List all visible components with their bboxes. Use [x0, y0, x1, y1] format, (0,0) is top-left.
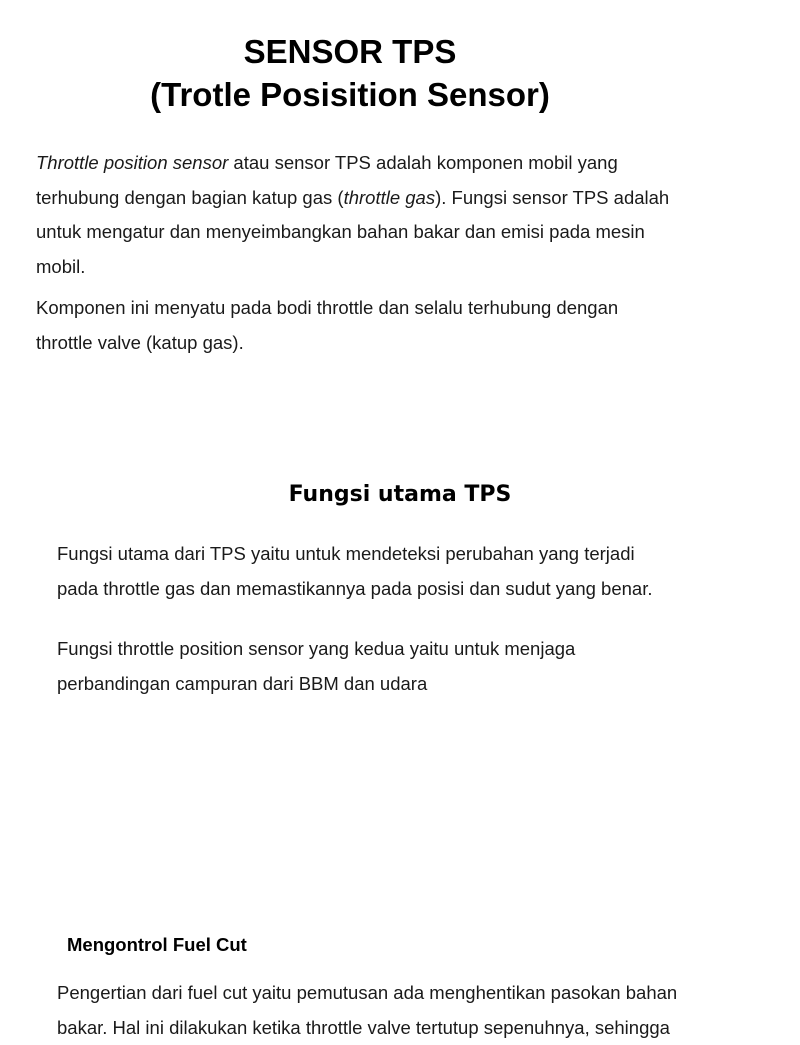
fuel-cut-paragraph: Pengertian dari fuel cut yaitu pemutusan ada menghentikan pasokan bahan bakar. Hal ini dilakukan ketika throttle valve tertutup sepenuhnya, sehingga	[57, 982, 678, 1038]
intro-text-2: ). Fungsi sensor TPS adalah untuk mengatur dan menyeimbangkan bahan bakar dan emisi pada mesin mobil.	[36, 186, 670, 277]
intro-paragraph-2: Komponen ini menyatu pada bodi throttle dan selalu terhubung dengan throttle valve (katup gas).	[36, 297, 619, 353]
intro-section	[36, 146, 676, 367]
intro-em-throttle-position-sensor: Throttle position sensor	[36, 152, 229, 173]
fungsi-section	[57, 537, 657, 701]
fungsi-paragraph-2: Fungsi throttle position sensor yang kedua yaitu untuk menjaga perbandingan campuran dari BBM dan udara	[57, 638, 576, 694]
intro-em-throttle-gas: throttle gas	[343, 186, 436, 208]
page-title-line-2: (Trotle Posisition Sensor)	[150, 76, 550, 113]
fungsi-paragraph-1: Fungsi utama dari TPS yaitu untuk mendeteksi perubahan yang terjadi pada throttle gas dan memastikannya pada posisi dan sudut yang benar.	[57, 543, 653, 599]
intro-text-1: atau sensor TPS adalah komponen mobil yang terhubung dengan bagian katup gas (	[36, 152, 618, 208]
page-title	[0, 30, 700, 116]
intro-paragraph-1	[36, 146, 676, 284]
section-heading-fungsi-utama: Fungsi utama TPS	[288, 482, 512, 507]
subheading-fuel-cut: Mengontrol Fuel Cut	[67, 934, 247, 955]
page-title-line-1: SENSOR TPS	[243, 33, 457, 70]
